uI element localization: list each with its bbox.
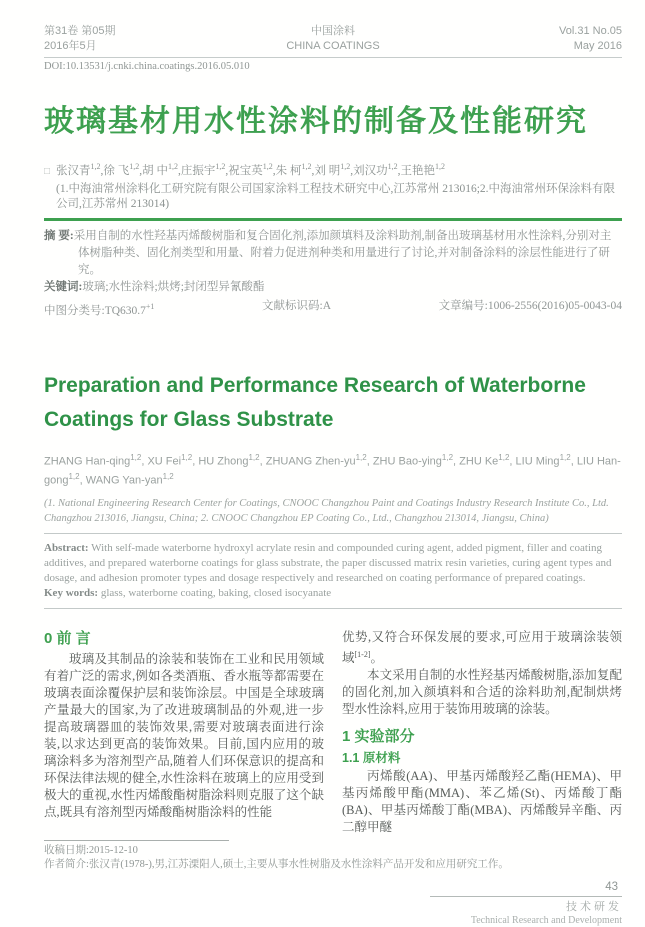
footnote-divider xyxy=(44,840,229,841)
header-left xyxy=(44,24,237,54)
date-en: May 2016 xyxy=(573,40,623,52)
keywords-text-cn: 玻璃;水性涂料;烘烤;封闭型异氰酸酯 xyxy=(82,280,265,293)
abstract-block-en xyxy=(44,541,622,601)
authors-cn xyxy=(44,159,622,179)
abstract-cn xyxy=(44,228,622,279)
article-id: 文章编号:1006-2556(2016)05-0043-04 xyxy=(438,299,622,312)
citation-superscript: [1-2] xyxy=(354,649,371,659)
method-paragraph: 本文采用自制的水性羟基丙烯酸树脂,添加复配的固化剂,加入颜填料和合适的涂料助剂,配制烘烤型水性涂料,应用于装饰用玻璃的涂装。 xyxy=(342,668,622,717)
abstract-text-en: With self-made waterborne hydroxyl acrylate resin and compounded curing agent, added pigment, filler and coating additives, and prepared waterborne coatings for glass substrate, the paper discussed matrix resin varieties, curing agent types and dosage, and adhesion promoter types and dosage respectively and researched on coating performance of prepared coatings. xyxy=(44,541,612,584)
abstract-block-cn xyxy=(44,228,622,320)
header-right xyxy=(429,24,622,54)
materials-paragraph: 丙烯酸(AA)、甲基丙烯酸羟乙酯(HEMA)、甲基丙烯酸甲酯(MMA)、苯乙烯(St)、丙烯酸丁酯(BA)、甲基丙烯酸丁酯(MBA)、丙烯酸异辛酯、丙二醇甲醚 xyxy=(342,769,622,835)
doi-text: DOI:10.13531/j.cnki.china.coatings.2016.05.010 xyxy=(44,61,250,72)
subsection-heading-1-1: 1.1 原材料 xyxy=(342,751,401,766)
footnote-received-date: 收稿日期:2015-12-10 xyxy=(44,845,138,857)
abstract-top-divider xyxy=(44,533,622,534)
volume-issue-cn: 第31卷 第05期 xyxy=(44,25,116,37)
keywords-text-en: glass, waterborne coating, baking, closed isocyanate xyxy=(100,586,332,599)
keywords-label-en: Key words: xyxy=(44,586,99,599)
document-code: 文献标识码:A xyxy=(262,299,332,312)
page-number: 43 xyxy=(605,881,618,894)
section-heading-1: 1 实验部分 xyxy=(342,728,415,746)
section-heading-0: 0 前 言 xyxy=(44,629,91,647)
abstract-label-cn: 摘 要: xyxy=(44,229,74,242)
column-name-en: Technical Research and Development xyxy=(470,915,622,927)
abstract-en xyxy=(44,541,622,586)
footnote-block xyxy=(44,840,622,872)
authors-en: ZHANG Han-qing$^{1,2}$, XU Fei$^{1,2}$, HU Zhong$^{1,2}$, ZHUANG Zhen-yu$^{1,2}$, ZHU Bao-ying$^{1,2}$, ZHU Ke$^{1,2}$, LIU Ming$^{1,2}$, LIU Han-gong$^{1,2}$, WANG Yan-yan$^{1,2}$ xyxy=(44,452,621,487)
affiliation-cn: (1.中海油常州涂料化工研究院有限公司国家涂料工程技术研究中心,江苏常州 213016;2.中海油常州环保涂料有限公司,江苏常州 213014) xyxy=(56,182,616,210)
date-cn: 2016年5月 xyxy=(44,40,97,52)
right-column xyxy=(342,629,622,836)
clc-number: 中图分类号$:TQ630.7^{+1}$ xyxy=(44,301,155,317)
author-names-cn: 张汉青$^{1,2}$,徐 飞$^{1,2}$,胡 中$^{1,2}$,庄振宇$^{1,2}$,祝宝英$^{1,2}$,朱 柯$^{1,2}$,刘 明$^{1,2}$,刘汉功$^{1,2}$,王艳艳$^{1,2}$ xyxy=(56,162,446,177)
abstract-bottom-divider xyxy=(44,608,622,609)
abstract-text-cn: 采用自制的水性羟基丙烯酸树脂和复合固化剂,添加颜填料及涂料助剂,制备出玻璃基材用水性涂料,分别对主体树脂种类、固化剂类型和用量、附着力促进剂种类和用量进行了讨论,并对制备涂料的涂层性能进行了研究。 xyxy=(73,229,612,276)
green-divider xyxy=(44,218,622,221)
abstract-label-en: Abstract: xyxy=(44,541,89,554)
continuation-paragraph: 优势,又符合环保发展的要求,可应用于玻璃涂装领域[1-2]。 xyxy=(342,629,622,666)
journal-header xyxy=(44,24,622,54)
footnote-author-bio: 作者简介:张汉青(1978-),男,江苏溧阳人,硕士,主要从事水性树脂及水性涂料产品开发和应用研究工作。 xyxy=(44,859,509,871)
journal-title-cn: 中国涂料 xyxy=(311,25,355,37)
header-center xyxy=(237,24,430,54)
article-title-en: Preparation and Performance Research of Waterborne Coatings for Glass Substrate xyxy=(44,373,586,431)
footer-divider xyxy=(430,896,622,897)
article-title-cn: 玻璃基材用水性涂料的制备及性能研究 xyxy=(44,105,588,138)
keywords-en xyxy=(44,586,622,601)
left-column xyxy=(44,629,324,836)
journal-title-en: CHINA COATINGS xyxy=(286,40,380,52)
author-list-mark: □ xyxy=(44,165,51,177)
column-name-zh: 技术研发 xyxy=(566,901,622,914)
header-divider xyxy=(44,57,622,58)
page-footer xyxy=(430,880,622,927)
article-meta-row xyxy=(44,298,622,320)
volume-issue-en: Vol.31 No.05 xyxy=(559,25,623,37)
body-columns xyxy=(44,629,622,836)
affiliation-en: (1. National Engineering Research Center for Coatings, CNOOC Changzhou Paint and Coatings Industry Research Institute Co., Ltd. Changzhou 213016, Jiangsu, China; 2. CNOOC Changzhou EP Coating Co., Ltd., Changzhou 213014, Jiangsu, China) xyxy=(44,497,609,524)
keywords-label-cn: 关键词: xyxy=(44,280,83,293)
keywords-cn xyxy=(44,279,622,296)
intro-paragraph: 玻璃及其制品的涂装和装饰在工业和民用领域有着广泛的需求,例如各类酒瓶、香水瓶等都需要在玻璃表面涂覆保护层和装饰涂层。中国是全球玻璃产量最大的国家,为了改进玻璃制品的外观,进一步提高玻璃器皿的装饰效果,需要对玻璃表面进行涂装,以求达到更高的装饰效果。目前,国内应用的玻璃涂料多为溶剂型产品,随着人们环保意识的提高和环保法律法规的健全,水性涂料在玻璃上的应用受到极大的重视,水性丙烯酸酯树脂涂料则克服了这个缺点,既具有溶剂型丙烯酸酯树脂涂料的性能 xyxy=(44,651,324,819)
